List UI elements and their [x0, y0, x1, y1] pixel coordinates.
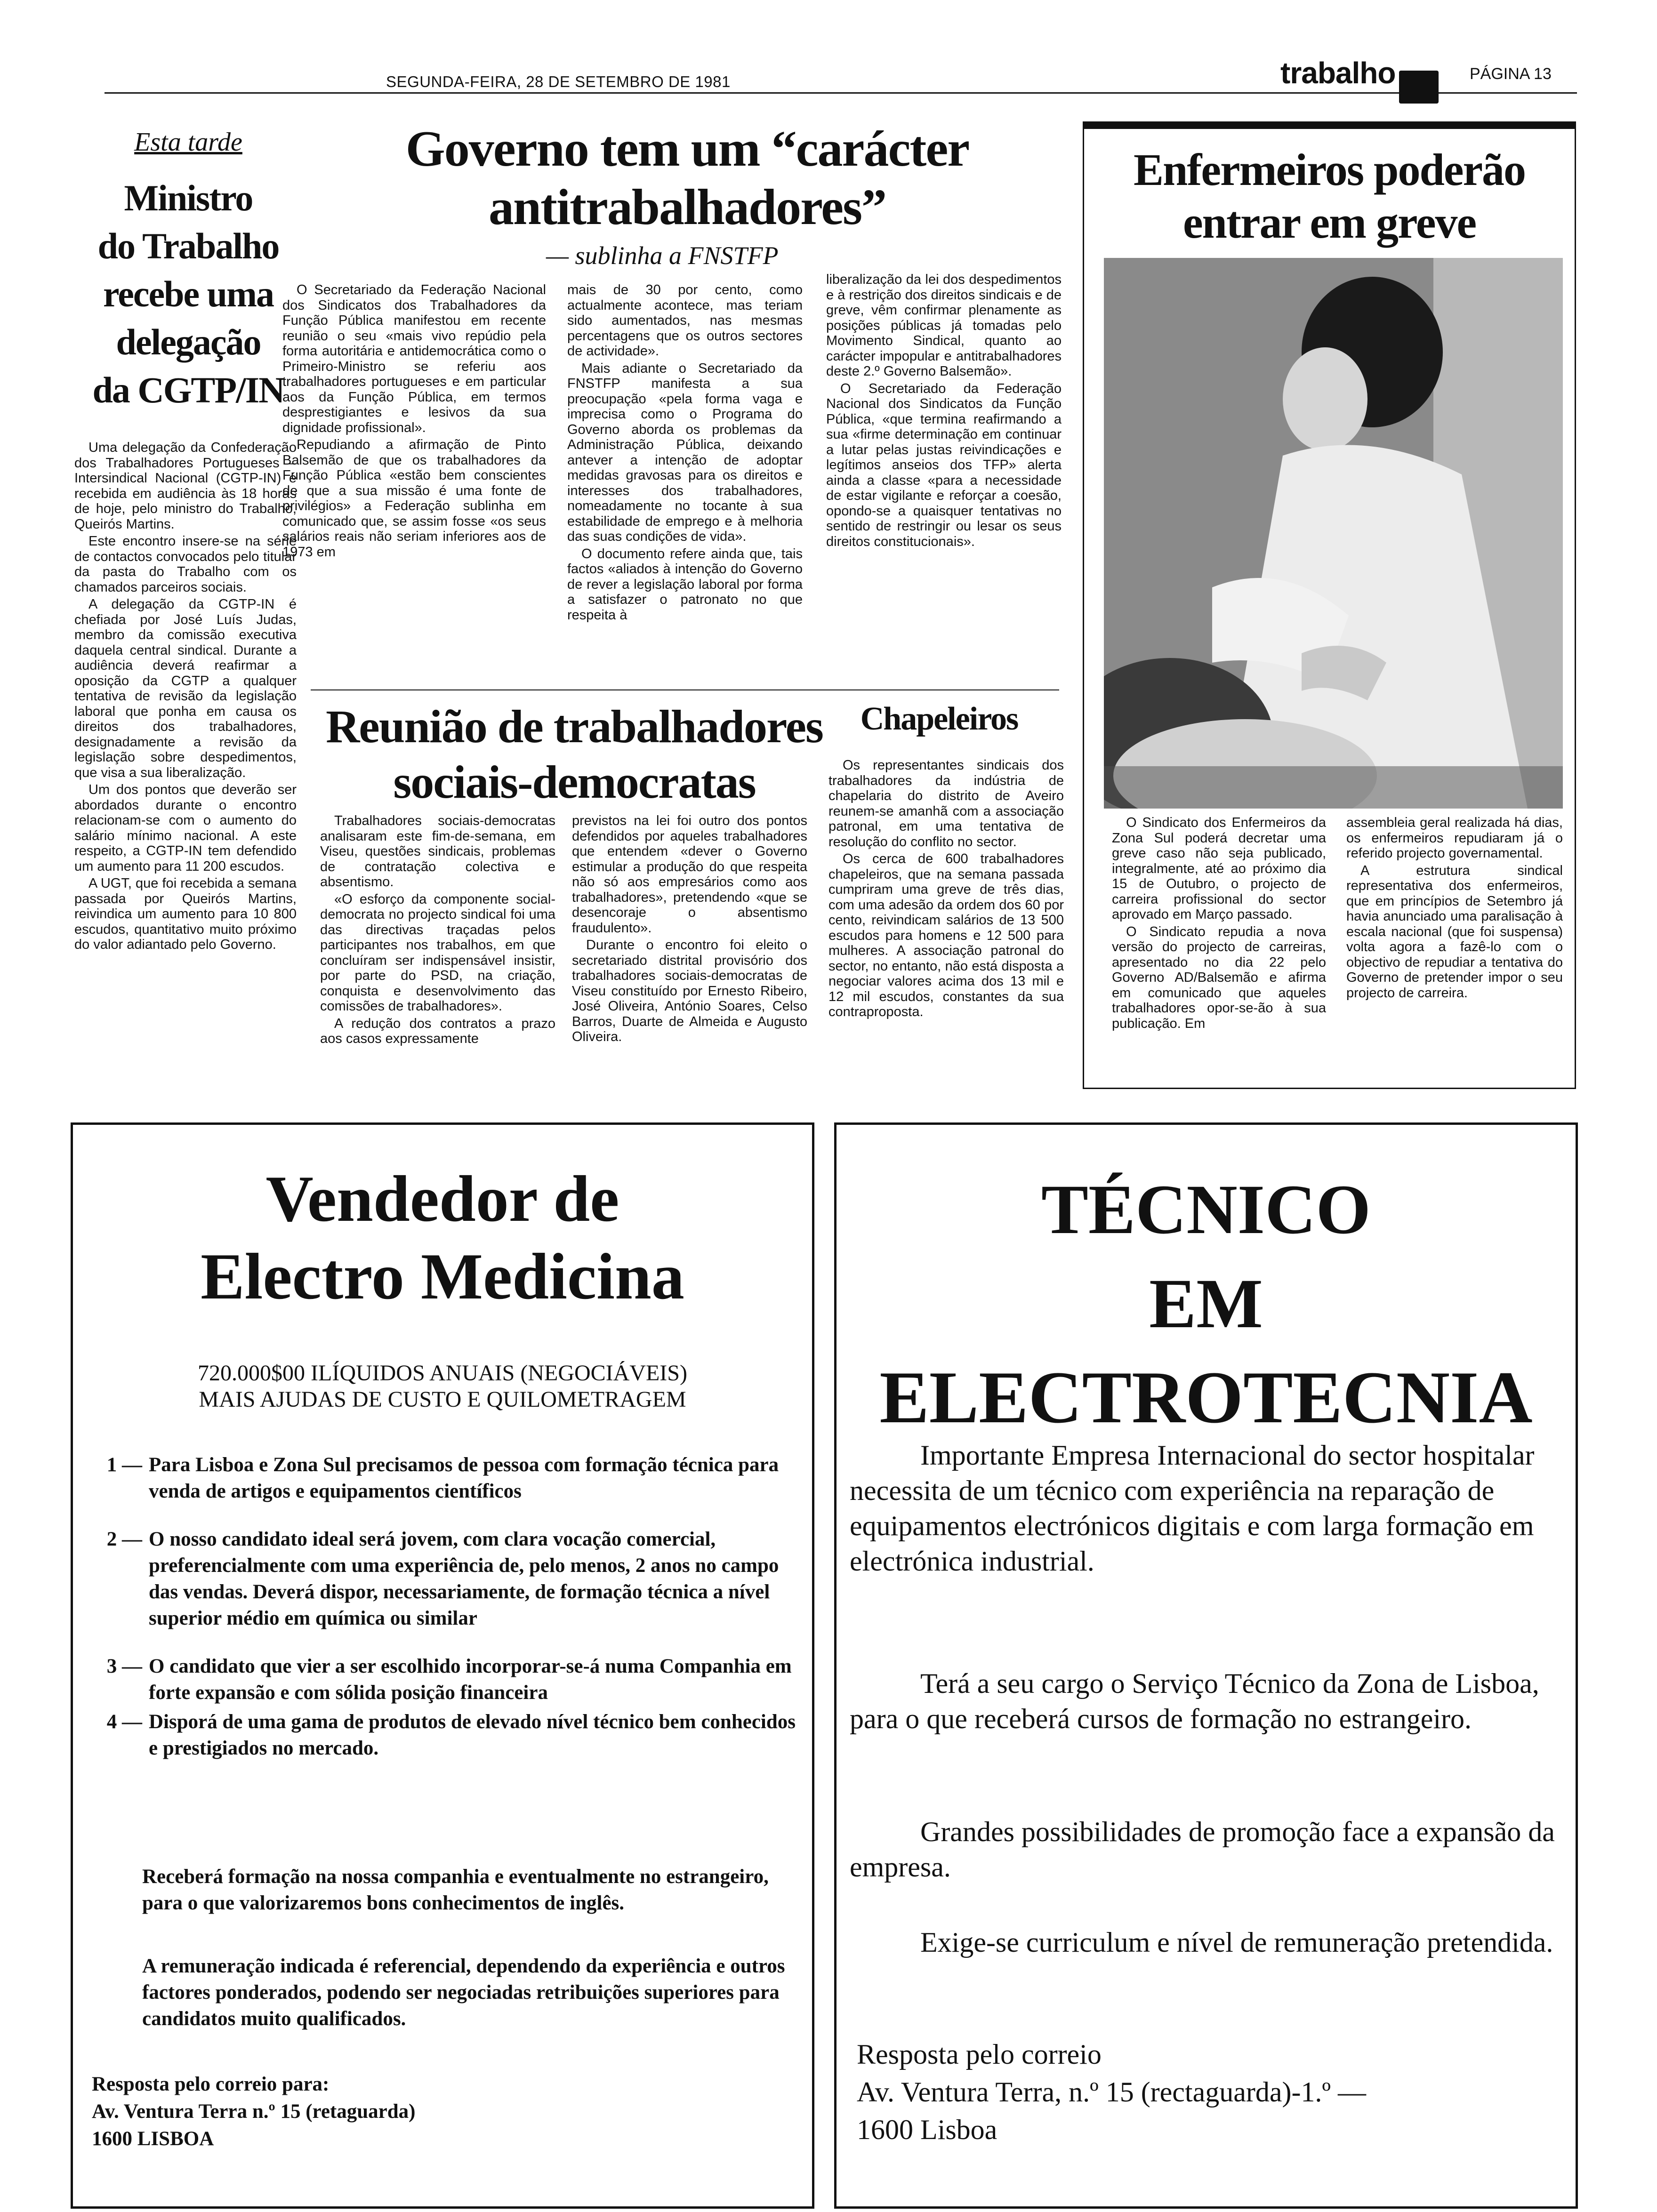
- governo-paragraph: O Secretariado da Federação Nacional dos Sindicatos da Função Pública, «que termina reafirmando a sua «firme determinação em continuar a lutar pelas justas reivindicações e legítimos anseios dos TFP» alerta ainda a classe «para a necessidade de estar vigilante e reforçar a coesão, opondo-se a quaisquer tentativas no sentido de restringir ou lesar os seus direitos constitucionais».: [826, 381, 1062, 549]
- governo-paragraph: liberalização da lei dos despedimentos e à restrição dos direitos sindicais e de greve, vêm confirmar plenamente as posições públicas já tomadas pelo Movimento Sindical, quanto ao carácter impopular e antitrabalhadores deste 2.º Governo Balsemão».: [826, 272, 1062, 379]
- ministro-headline: [75, 174, 301, 414]
- ministro-body: [74, 440, 297, 953]
- list-item: [85, 1709, 800, 1762]
- ad-tecnico-title-line2: EM: [1149, 1265, 1263, 1343]
- governo-title-line1: Governo tem um “carácter: [405, 121, 969, 177]
- governo-subtitle: — sublinha a FNSTFP: [546, 241, 779, 270]
- list-text: O nosso candidato ideal será jovem, com clara vocação comercial, preferencialmente com uma experiência de, pelo menos, 2 anos no campo das vendas. Deverá dispor, necessariamente, de formação técnica a nível superior médio em química ou similar: [149, 1528, 779, 1629]
- ministro-paragraph: Este encontro insere-se na série de contactos convocados pelo titular da pasta do Trabalho com os chamados parceiros sociais.: [74, 534, 297, 595]
- reuniao-paragraph: «O esforço da componente social-democrata no projecto sindical foi uma das directivas traçadas pelos participantes nos trabalhos, em que concluíram ser indispensável insistir, por parte do PSD, na criação, conquista e desenvolvimento das comissões de trabalhadores».: [320, 891, 555, 1014]
- ad-vendedor-title-line1: Vendedor de: [265, 1162, 619, 1235]
- ad-vendedor-reply-line3: 1600 LISBOA: [92, 2128, 214, 2150]
- enfermeiros-paragraph: O Sindicato repudia a nova versão do projecto de carreiras, apresentado no dia 22 pelo Governo AD/Balsemão e afirma em comunicado que aqueles trabalhadores opor-se-ão à sua publicação. Em: [1112, 924, 1326, 1031]
- ministro-paragraph: A UGT, que foi recebida a semana passada por Queirós Martins, reivindica um aumento para 10 800 escudos, quantitativo muito próximo do valor adiantado pelo Governo.: [74, 876, 297, 952]
- enfermeiros-paragraph: A estrutura sindical representativa dos enfermeiros, que em princípios de Setembro já havia anunciado uma paralisação à escala nacional (que foi suspensa) volta agora a fazê-lo com o objectivo de repudiar a tentativa do Governo de pretender impor o seu projecto de carreira.: [1346, 863, 1563, 1001]
- section-divider: [311, 689, 1059, 690]
- ad-vendedor-reply-line1: Resposta pelo correio para:: [92, 2073, 330, 2095]
- governo-col2: [567, 282, 803, 623]
- ad-tecnico-reply: [857, 2036, 1563, 2148]
- chapeleiros-paragraph: Os representantes sindicais dos trabalhadores da indústria de chapelaria do distrito de Aveiro reunem-se amanhã com a associação patronal, em uma tentativa de resolução do conflito no sector.: [828, 758, 1064, 850]
- ad-vendedor-salary: [75, 1360, 810, 1413]
- ad-tecnico-title: [839, 1162, 1573, 1445]
- list-text: Disporá de uma gama de produtos de elevado nível técnico bem conhecidos e prestigiados no mercado.: [149, 1711, 796, 1759]
- list-number: 1 —: [106, 1454, 142, 1476]
- ad-tecnico-para2: Terá a seu cargo o Serviço Técnico da Zona de Lisboa, para o que receberá cursos de formação no estrangeiro.: [850, 1668, 1539, 1734]
- reuniao-col1: [320, 813, 555, 1047]
- ad-vendedor-para2: A remuneração indicada é referencial, dependendo da experiência e outros factores ponderados, podendo ser negociadas retribuições superiores para candidatos muito qualificados.: [142, 1955, 785, 2030]
- reuniao-paragraph: Trabalhadores sociais-democratas analisaram este fim-de-semana, em Viseu, questões sindicais, problemas de contratação colectiva e absentismo.: [320, 813, 555, 890]
- list-text: Para Lisboa e Zona Sul precisamos de pessoa com formação técnica para venda de artigos e equipamentos científicos: [149, 1454, 779, 1502]
- ministro-title-line: da CGTP/IN: [92, 369, 284, 410]
- ministro-title-line: delegação: [116, 321, 261, 362]
- section-name: trabalho: [1280, 56, 1396, 90]
- nurse-photo-illustration: [1104, 258, 1563, 809]
- reuniao-title-line2: sociais-democratas: [393, 756, 756, 808]
- ad-tecnico-para4: Exige-se curriculum e nível de remuneração pretendida.: [920, 1927, 1553, 1958]
- enfermeiros-col2: [1346, 815, 1563, 1001]
- ministro-paragraph: Um dos pontos que deverão ser abordados durante o encontro relacionam-se com o aumento do salário mínimo nacional. A este respeito, a CGTP-IN tem defendido um aumento para 11 200 escudos.: [74, 782, 297, 874]
- governo-paragraph: Repudiando a afirmação de Pinto Balsemão de que os trabalhadores da Função Pública «estão bem conscientes de que a sua missão é uma fonte de privilégios» a Federação sublinha em comunicado que, se assim fosse «os seus salários reais não seriam inferiores aos de 1973 em: [282, 437, 546, 560]
- ad-vendedor-salary-line1: 720.000$00 ILÍQUIDOS ANUAIS (NEGOCIÁVEIS): [198, 1361, 687, 1386]
- ad-tecnico-reply-line1: Resposta pelo correio: [857, 2039, 1102, 2070]
- ad-tecnico-para1: Importante Empresa Internacional do sector hospitalar necessita de um técnico com experiência na reparação de equipamentos electrónicos digitais e com larga formação em electrónica industrial.: [850, 1440, 1535, 1577]
- chapeleiros-headline: Chapeleiros: [860, 701, 1018, 737]
- ministro-title-line: Ministro: [124, 177, 253, 218]
- list-text: O candidato que vier a ser escolhido incorporar-se-á numa Companhia em forte expansão e com sólida posição financeira: [149, 1655, 792, 1704]
- enfermeiros-photo: [1104, 258, 1563, 809]
- ad-vendedor-title-line2: Electro Medicina: [201, 1240, 684, 1313]
- governo-headline: [320, 120, 1054, 237]
- governo-col3: [826, 272, 1062, 549]
- enfermeiros-headline: [1087, 144, 1571, 249]
- governo-paragraph: O Secretariado da Federação Nacional dos Sindicatos dos Trabalhadores da Função Pública manifestou em recente reunião o seu «mais vivo repúdio pela forma autoritária e antidemocrática como o Primeiro-Ministro se referiu aos trabalhadores portugueses e em particular aos da Função Pública, em termos desprestigiantes e lesivos da sua dignidade profissional».: [282, 282, 546, 435]
- section-logo-icon: [1399, 71, 1439, 104]
- header-rule: [105, 92, 1577, 94]
- ad-vendedor-para1: Receberá formação na nossa companhia e eventualmente no estrangeiro, para o que valorizaremos bons conhecimentos de inglês.: [142, 1866, 769, 1914]
- ad-vendedor-salary-line2: MAIS AJUDAS DE CUSTO E QUILOMETRAGEM: [199, 1387, 686, 1412]
- ad-vendedor-list: [85, 1452, 800, 1783]
- ad-vendedor-reply-line2: Av. Ventura Terra n.º 15 (retaguarda): [92, 2100, 416, 2123]
- header-date: SEGUNDA-FEIRA, 28 DE SETEMBRO DE 1981: [386, 73, 731, 90]
- chapeleiros-paragraph: Os cerca de 600 trabalhadores chapeleiros, que na semana passada cumpriram uma greve de três dias, com uma adesão da ordem dos 60 por cento, reivindicam salários de 13 500 escudos para homens e 12 500 para mulheres. A associação patronal do sector, no entanto, não está disposta a negociar valores acima dos 13 mil e 12 mil escudos, constantes da sua contraproposta.: [828, 851, 1064, 1019]
- ad-tecnico-title-line1: TÉCNICO: [1041, 1170, 1371, 1249]
- governo-title-line2: antitrabalhadores”: [488, 179, 886, 235]
- list-item: [85, 1452, 800, 1505]
- ministro-title-line: do Trabalho: [97, 225, 279, 266]
- ad-tecnico-para3: Grandes possibilidades de promoção face a expansão da empresa.: [850, 1816, 1555, 1883]
- reuniao-headline: [311, 699, 838, 810]
- reuniao-paragraph: Durante o encontro foi eleito o secretariado distrital provisório dos trabalhadores sociais-democratas de Viseu constituído por Ernesto Ribeiro, José Oliveira, António Soares, Celso Barros, Duarte de Almeida e Augusto Oliveira.: [572, 938, 807, 1044]
- list-number: 2 —: [106, 1528, 142, 1550]
- ad-tecnico-title-line3: ELECTROTECNIA: [879, 1356, 1533, 1439]
- ministro-kicker: Esta tarde: [134, 128, 242, 157]
- list-number: 3 —: [106, 1655, 142, 1677]
- enfermeiros-paragraph: O Sindicato dos Enfermeiros da Zona Sul poderá decretar uma greve caso não seja publicado, integralmente, até ao próximo dia 15 de Outubro, o projecto de carreira profissional do sector aprovado em Março passado.: [1112, 815, 1326, 922]
- ad-vendedor-reply: [92, 2071, 610, 2153]
- enfermeiros-col1: [1112, 815, 1326, 1031]
- list-item: [85, 1526, 800, 1632]
- enfermeiros-title-line1: Enfermeiros poderão: [1133, 144, 1526, 195]
- reuniao-title-line1: Reunião de trabalhadores: [326, 700, 823, 753]
- enfermeiros-title-line2: entrar em greve: [1182, 197, 1476, 248]
- governo-col1: [282, 282, 546, 560]
- ministro-paragraph: Uma delegação da Confederação dos Trabalhadores Portugueses – Intersindical Nacional (CGTP-IN) é recebida em audiência às 18 horas de hoje, pelo ministro do Trabalho, Queirós Martins.: [74, 440, 297, 532]
- enfermeiros-paragraph: assembleia geral realizada há dias, os enfermeiros repudiaram já o referido projecto governamental.: [1346, 815, 1563, 861]
- ministro-title-line: recebe uma: [103, 273, 273, 314]
- governo-paragraph: O documento refere ainda que, tais factos «aliados à intenção do Governo de rever a legislação laboral por forma a satisfazer o patronato no que respeita à: [567, 546, 803, 623]
- list-number: 4 —: [106, 1711, 142, 1733]
- reuniao-col2: [572, 813, 807, 1045]
- ad-tecnico-reply-line3: 1600 Lisboa: [857, 2114, 997, 2145]
- list-item: [85, 1653, 800, 1706]
- ministro-paragraph: A delegação da CGTP-IN é chefiada por José Luís Judas, membro da comissão executiva daquela central sindical. Durante a audiência deverá reafirmar a oposição da CGTP a qualquer tentativa de revisão da legislação laboral que ponha em causa os direitos dos trabalhadores, designadamente a revisão da legislação sobre despedimentos, que visa a sua liberalização.: [74, 597, 297, 780]
- reuniao-paragraph: previstos na lei foi outro dos pontos defendidos por aqueles trabalhadores que entendem «dever o Governo estimular a produção do que respeita não só aos empresários como aos trabalhadores», pretendendo «que se desencoraje o absentismo fraudulento».: [572, 813, 807, 936]
- ad-vendedor-title: [75, 1160, 810, 1315]
- page-number: PÁGINA 13: [1470, 65, 1552, 83]
- ad-tecnico-reply-line2: Av. Ventura Terra, n.º 15 (rectaguarda)-1.º —: [857, 2076, 1367, 2108]
- chapeleiros-body: [828, 758, 1064, 1020]
- reuniao-paragraph: A redução dos contratos a prazo aos casos expressamente: [320, 1016, 555, 1046]
- governo-paragraph: Mais adiante o Secretariado da FNSTFP manifesta a sua preocupação «pela forma vaga e imprecisa como o Programa do Governo aborda os problemas da Administração Pública, deixando antever a intenção de adoptar medidas gravosas para os direitos e interesses dos trabalhadores, nomeadamente no tocante à sua estabilidade de emprego e à melhoria das suas condições de vida».: [567, 361, 803, 544]
- governo-paragraph: mais de 30 por cento, como actualmente acontece, mas teriam sido aumentados, nas mesmas percentagens que os outros sectores de actividade».: [567, 282, 803, 359]
